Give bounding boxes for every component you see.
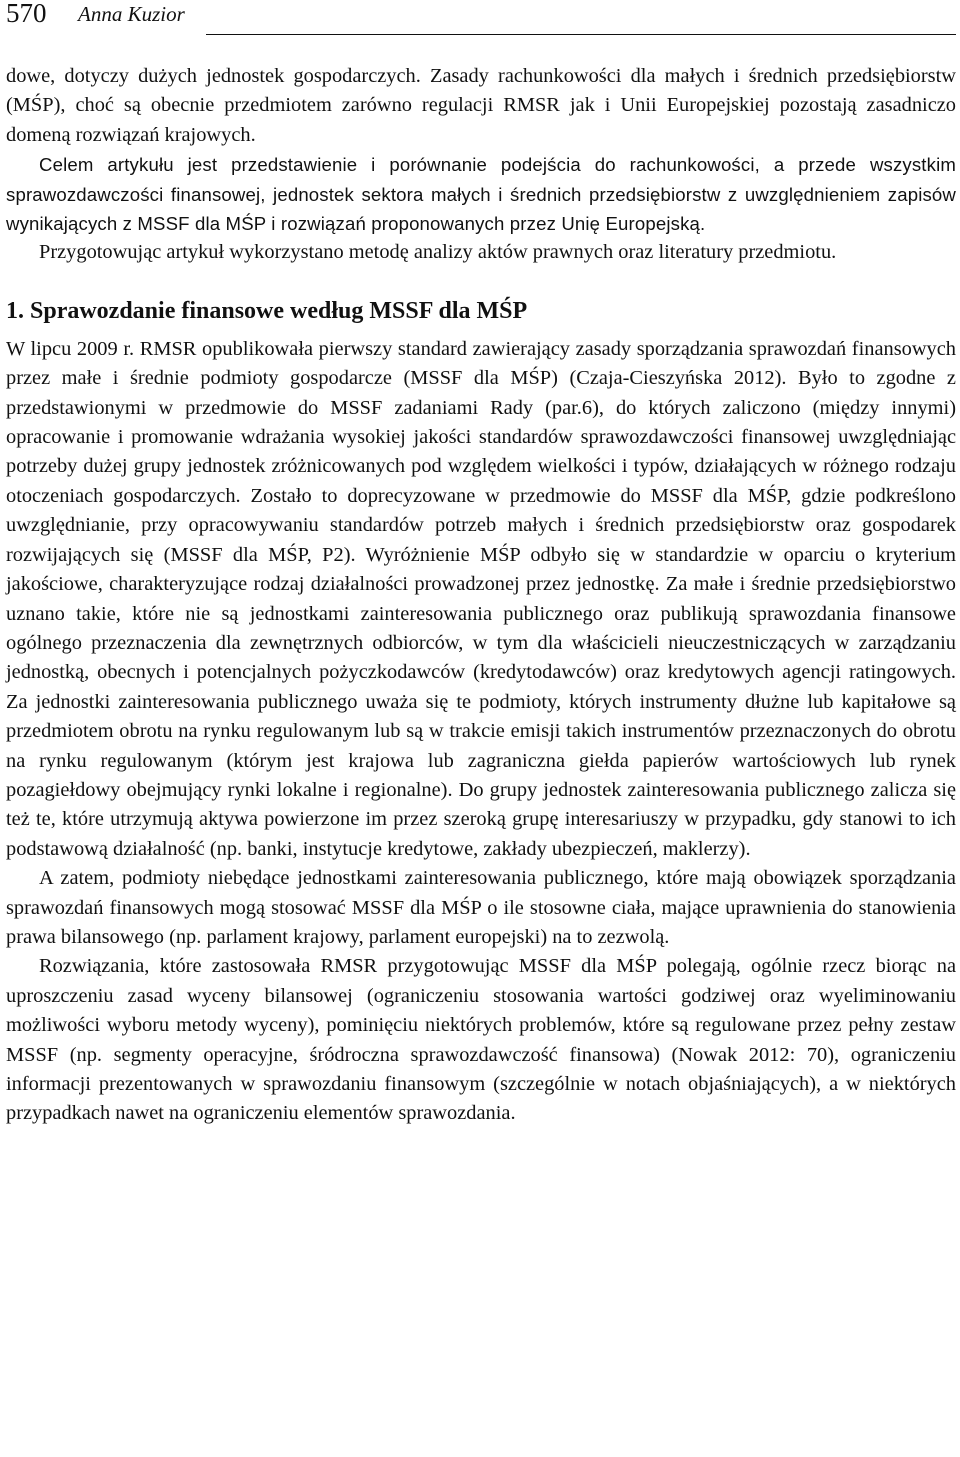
document-page <box>6 0 956 1125</box>
paragraph-article-aim: Celem artykułu jest przedstawienie i porównanie podejścia do rachunkowości, a przede wszystkim sprawozdawczości finansowej, jednostek sektora małych i średnich przedsiębiorstw z uwzględnieniem zapisów wynikających z MSSF dla MŚP i rozwiązań proponowanych przez Unię Europejską. <box>6 154 956 235</box>
paragraph-method: Przygotowując artykuł wykorzystano metodę analizy aktów prawnych oraz literatury przedmiotu. <box>39 241 837 264</box>
page-number: 570 <box>6 0 47 28</box>
paragraph-section-3: Rozwiązania, które zastosowała RMSR przygotowując MSSF dla MŚP polegają, ogólnie rzecz biorąc na uproszczeniu zasad wyceny bilansowej (ograniczeniu stosowania wartości godziwej oraz wyeliminowaniu możliwości wyboru metody wyceny), pominięciu niektórych problemów, które są regulowane przez pełny zestaw MSSF (np. segmenty operacyjne, śródroczna sprawozdawczość finansowa) (Nowak 2012: 70), ograniczeniu informacji prezentowanych w sprawozdaniu finansowym (szczególnie w notach objaśniających), a w niektórych przypadkach nawet na ograniczeniu elementów sprawozdania. <box>6 955 956 1125</box>
running-head-author: Anna Kuzior <box>78 2 185 26</box>
header-rule <box>206 34 956 35</box>
page-header <box>6 0 956 34</box>
paragraph-section-1: W lipcu 2009 r. RMSR opublikowała pierwszy standard zawierający zasady sporządzania sprawozdań finansowych przez małe i średnie podmioty gospodarcze (MSSF dla MŚP) (Czaja-Cieszyńska 2012). Było to zgodne z przedstawionymi w przedmowie do MSSF zadaniami Rady (par.6), do których zaliczono (między innymi) opracowanie i promowanie wdrażania wysokiej jakości standardów sprawozdawczości finansowej uwzględniając potrzeby dużej grupy jednostek zróżnicowanych pod względem wielkości i typów, działających w różnego rodzaju otoczeniach gospodarczych. Zostało to doprecyzowane w przedmowie do MSSF dla MŚP, gdzie podkreślono uwzględnianie, przy opracowywaniu standardów potrzeb małych i średnich przedsiębiorstw oraz gospodarek rozwijających się (MSSF dla MŚP, P2). Wyróżnienie MŚP odbyło się w standardzie w oparciu o kryterium jakościowe, charakteryzujące rodzaj działalności prowadzonej przez jednostkę. Za małe i średnie przedsiębiorstwo uznano takie, które nie są jednostkami zainteresowania publicznego oraz publikują sprawozdania finansowe ogólnego przeznaczenia dla zewnętrznych odbiorców, w tym dla właścicieli nieuczestniczących w zarządzaniu jednostką, obecnych i potencjalnych pożyczkodawców (kredytodawców) oraz kredytowych agencji ratingowych. Za jednostki zainteresowania publicznego uważa się te podmioty, których instrumenty dłużne lub kapitałowe są przedmiotem obrotu na rynku regulowanym lub są w trakcie emisji takich instrumentów przeznaczonych do obrotu na rynku regulowanym (którym jest krajowa lub zagraniczna giełda papierów wartościowych lub rynek pozagiełdowy obejmujący rynki lokalne i regionalne). Do grupy jednostek zainteresowania publicznego zalicza się też te, które utrzymują aktywa powierzone im przez szeroką grupę interesariuszy w przypadku, gdy stanowi to ich podstawową działalność (np. banki, instytucje kredytowe, zakłady ubezpieczeń, maklerzy). <box>6 337 956 860</box>
paragraph-continuation: dowe, dotyczy dużych jednostek gospodarczych. Zasady rachunkowości dla małych i średnich przedsiębiorstw (MŚP), choć są obecnie przedmiotem zarówno regulacji RMSR jak i Unii Europejskiej pozostają zasadniczo domeną rozwiązań krajowych. <box>6 65 956 146</box>
paragraph-section-2: A zatem, podmioty niebędące jednostkami zainteresowania publicznego, które mają obowiązek sporządzania sprawozdań finansowych mogą stosować MSSF dla MŚP o ile stosowne ciała, mające uprawnienia do stanowienia prawa bilansowego (np. parlament krajowy, parlament europejski) na to zezwolą. <box>6 867 956 948</box>
body-text <box>6 62 956 1129</box>
section-heading: 1. Sprawozdanie finansowe według MSSF dla MŚP <box>6 297 528 324</box>
